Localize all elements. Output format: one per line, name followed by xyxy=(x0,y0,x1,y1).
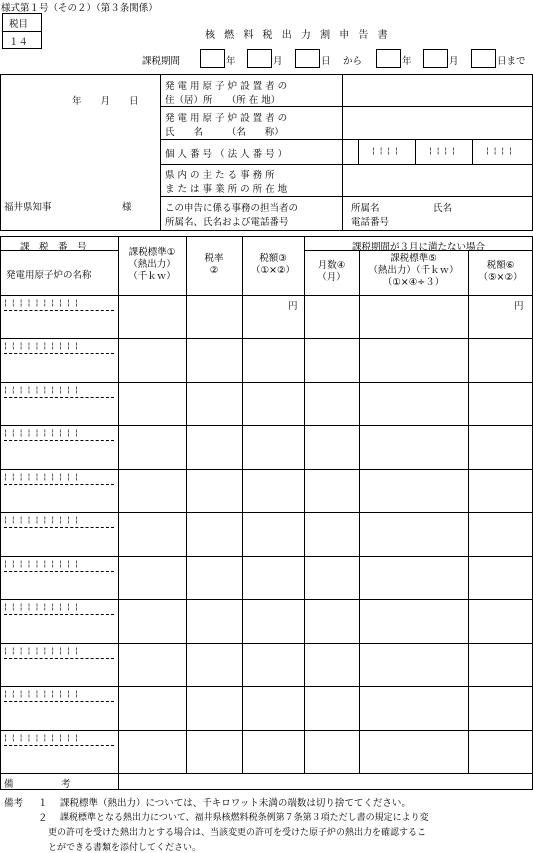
tax-number-field[interactable]: ¦¦¦¦¦¦¦¦¦¦ xyxy=(4,298,83,307)
col-tax3-line2: （①×②） xyxy=(251,265,295,276)
period-from-text: から xyxy=(343,56,363,67)
row-separator xyxy=(0,469,533,470)
page-title: 核 燃 料 税 出 力 割 申 告 書 xyxy=(205,30,391,41)
name-label-1: 発 電 用 原 子 炉 設 置 者 の xyxy=(165,113,288,124)
tax-number-field[interactable]: ¦¦¦¦¦¦¦¦¦¦ xyxy=(4,341,83,351)
row-separator xyxy=(0,382,533,383)
period-to-month-unit: 月 xyxy=(449,56,459,67)
tax-number-underline xyxy=(4,745,114,746)
personal-number-ticks-1: ¦¦¦¦ xyxy=(372,146,403,155)
period-label: 課税期間 xyxy=(142,56,181,67)
row-separator xyxy=(0,686,533,687)
address-field[interactable] xyxy=(343,75,532,105)
reactor-name-field[interactable] xyxy=(2,399,116,423)
phone-label: 電話番号 xyxy=(351,217,390,228)
col-months-line1: 月数④ xyxy=(317,260,346,271)
row-separator xyxy=(0,512,533,513)
address-label-2: 住（居）所 （所 在 地） xyxy=(165,95,281,106)
tax-number-field[interactable]: ¦¦¦¦¦¦¦¦¦¦ xyxy=(4,428,83,438)
col-std1-line2: （熱出力） xyxy=(128,259,176,270)
col-std5-line2: （熱出力）（千ｋｗ） xyxy=(368,265,459,276)
form-number: 様式第１号（その２）（第３条関係） xyxy=(1,3,158,14)
reactor-name-field[interactable] xyxy=(2,355,116,379)
period-to-day-field[interactable] xyxy=(471,49,496,68)
tax-number-field[interactable]: ¦¦¦¦¦¦¦¦¦¦ xyxy=(4,732,83,742)
col-std5-line1: 課税標準⑤ xyxy=(390,253,437,264)
remarks-label: 備 考 xyxy=(4,779,71,790)
personal-number-ticks-3: ¦¦¦¦ xyxy=(486,146,517,155)
dept-label: 所属名 xyxy=(351,203,380,214)
remarks-field[interactable] xyxy=(119,774,532,789)
yen-unit-tax6: 円 xyxy=(514,301,524,312)
tax-number-field[interactable]: ¦¦¦¦¦¦¦¦¦¦ xyxy=(4,515,83,525)
office-label-2: ま た は 事 業 所 の 所 在 地 xyxy=(165,184,288,195)
reactor-name-field[interactable] xyxy=(2,747,116,771)
row-separator xyxy=(0,425,533,426)
note-2-number: ２ xyxy=(38,813,48,824)
period-from-month-field[interactable] xyxy=(247,49,272,68)
name-label-2: 氏 名 （名 称） xyxy=(165,127,284,138)
contact-label-1: この申告に係る事務の担当者の xyxy=(165,203,299,214)
col-months-line2: （月） xyxy=(317,272,346,283)
period-from-year-field[interactable] xyxy=(200,49,225,68)
period-from-year-unit: 年 xyxy=(226,56,236,67)
tax-number-underline xyxy=(4,527,114,528)
tax-number-underline xyxy=(4,353,114,354)
col-reactor-header: 発電用原子炉の名称 xyxy=(6,270,92,281)
period-from-month-unit: 月 xyxy=(273,56,283,67)
tax-number-underline xyxy=(4,397,114,398)
row-separator xyxy=(0,338,533,339)
col-std1-line1: 課税標準① xyxy=(128,247,176,258)
row-separator xyxy=(0,730,533,731)
col-taxno-header: 課 税 番 号 xyxy=(20,242,87,253)
row-separator xyxy=(0,599,533,600)
col-tax6-line1: 税額⑥ xyxy=(486,260,515,271)
tax-number-underline xyxy=(4,658,114,659)
yen-unit-tax3: 円 xyxy=(288,301,298,312)
notes-label: 備考 xyxy=(4,798,24,809)
col-rate-line1: 税率 xyxy=(204,253,224,264)
tax-number-underline xyxy=(4,701,114,702)
tax-number-field[interactable]: ¦¦¦¦¦¦¦¦¦¦ xyxy=(4,384,83,394)
tax-code-box xyxy=(2,13,42,49)
period-from-day-field[interactable] xyxy=(295,49,320,68)
person-label: 氏名 xyxy=(433,203,453,214)
row-separator xyxy=(0,556,533,557)
tax-number-underline xyxy=(4,484,114,485)
col-tax3-line1: 税額③ xyxy=(259,253,287,264)
name-field[interactable] xyxy=(343,107,532,138)
personal-number-label: 個 人 番 号 （ 法 人 番 号 ） xyxy=(165,149,288,160)
reactor-name-field[interactable] xyxy=(2,529,116,553)
note-1-text: 課税標準（熱出力）については、千キロワット未満の端数は切り捨ててください。 xyxy=(60,798,411,809)
col-tax6-line2: （⑤×②） xyxy=(478,272,523,283)
tax-number-underline xyxy=(4,571,114,572)
col-tax6-header xyxy=(468,260,533,284)
tax-number-field[interactable]: ¦¦¦¦¦¦¦¦¦¦ xyxy=(4,689,83,698)
reactor-name-field[interactable] xyxy=(2,616,116,640)
reactor-name-field[interactable] xyxy=(2,486,116,510)
tax-number-field[interactable]: ¦¦¦¦¦¦¦¦¦¦ xyxy=(4,645,83,655)
tax-code-label: 税目 xyxy=(9,19,29,30)
period-to-day-unit: 日まで xyxy=(497,56,526,67)
tax-number-field[interactable]: ¦¦¦¦¦¦¦¦¦¦ xyxy=(4,602,83,612)
col-tax3-header xyxy=(242,253,304,277)
note-2-text-b: 更の許可を受けた熱出力とする場合は、当該変更の許可を受けた原子炉の熱出力を確認するこ xyxy=(48,828,427,838)
reactor-name-field[interactable] xyxy=(2,442,116,466)
note-2-text-c: とができる書類を添付してください。 xyxy=(48,843,202,853)
short-period-header: 課税期間が３月に満たない場合 xyxy=(351,242,485,253)
personal-number-ticks-2: ¦¦¦¦ xyxy=(429,146,460,155)
col-rate-line2: ② xyxy=(209,265,219,276)
col-rate-header xyxy=(186,253,242,277)
col-std1-header xyxy=(118,247,186,283)
col-std5-header xyxy=(359,253,468,289)
col-months-header xyxy=(304,260,359,284)
office-field[interactable] xyxy=(343,165,532,195)
contact-label-2: 所属名、氏名および電話番号 xyxy=(165,217,289,228)
reactor-name-field[interactable] xyxy=(2,660,116,684)
tax-number-field[interactable]: ¦¦¦¦¦¦¦¦¦¦ xyxy=(4,558,83,568)
tax-code-value: １４ xyxy=(9,37,29,48)
reactor-name-field[interactable] xyxy=(2,573,116,597)
governor-honorific: 様 xyxy=(122,202,132,213)
tax-number-field[interactable]: ¦¦¦¦¦¦¦¦¦¦ xyxy=(4,471,83,481)
address-label-1: 発 電 用 原 子 炉 設 置 者 の xyxy=(165,81,288,92)
col-std5-line3: （①×④÷３） xyxy=(382,277,445,288)
reactor-name-field[interactable] xyxy=(2,312,116,336)
date-label: 年 月 日 xyxy=(72,96,139,107)
period-from-day-unit: 日 xyxy=(321,56,331,67)
row-separator xyxy=(0,643,533,644)
period-to-month-field[interactable] xyxy=(423,49,448,68)
governor-label: 福井県知事 xyxy=(4,202,52,213)
tax-number-underline xyxy=(4,440,114,441)
reactor-name-field[interactable] xyxy=(2,703,116,727)
note-2-text-a: 課税標準となる熱出力について、福井県核燃料税条例第７条第３項ただし書の規定により変 xyxy=(60,813,429,823)
period-to-year-unit: 年 xyxy=(402,56,412,67)
col-std1-line3: （千ｋｗ） xyxy=(128,271,176,282)
period-to-year-field[interactable] xyxy=(376,49,401,68)
tax-number-underline xyxy=(4,310,114,311)
office-label-1: 県 内 の 主 た る 事 務 所 xyxy=(165,170,275,181)
tax-number-underline xyxy=(4,614,114,615)
note-1-number: １ xyxy=(38,798,48,809)
